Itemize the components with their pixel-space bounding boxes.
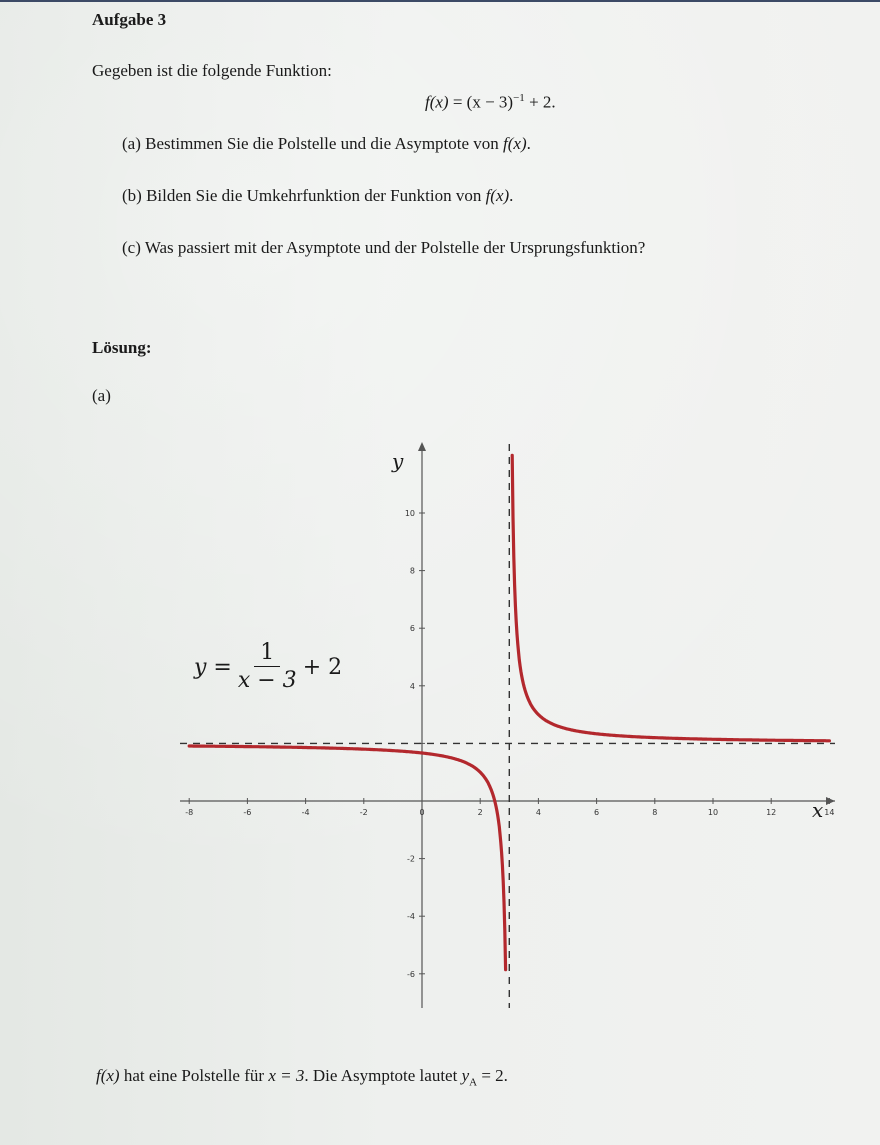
y-tick-label: -4 xyxy=(407,912,415,922)
y-tick-label: 10 xyxy=(404,509,415,518)
formula-rhs: + 2. xyxy=(524,92,556,112)
question-label: (b) xyxy=(122,186,142,205)
x-axis-arrow xyxy=(826,797,835,805)
asymptote-group xyxy=(180,444,835,1008)
equation-rhs: + 2 xyxy=(302,655,343,680)
solution-heading: Lösung: xyxy=(92,338,152,357)
x-tick-label: -6 xyxy=(243,808,252,817)
result-asymptote-sub: A xyxy=(469,1076,478,1089)
formula-lhs: f(x) xyxy=(425,92,449,112)
result-fx: f(x) xyxy=(96,1066,120,1085)
axes-group xyxy=(180,442,835,1008)
x-tick-label: -8 xyxy=(185,808,194,817)
question-ref: f(x) xyxy=(503,134,527,153)
formula-exponent: −1 xyxy=(513,92,525,104)
y-axis-arrow xyxy=(418,442,426,451)
question-end: . xyxy=(509,186,514,205)
equation-fraction xyxy=(238,640,297,695)
result-text-1: hat eine Polstelle für xyxy=(119,1066,269,1085)
question-b xyxy=(122,186,513,206)
top-border xyxy=(0,0,880,2)
y-axis-label: y xyxy=(392,449,404,473)
question-text: Was passiert mit der Asymptote und der Polstelle der Ursprungsfunktion? xyxy=(144,238,646,257)
y-tick-label: 8 xyxy=(409,566,415,576)
x-tick-label: -2 xyxy=(359,808,368,817)
x-tick-label: 6 xyxy=(594,808,600,817)
question-text: Bestimmen Sie die Polstelle und die Asymptote von xyxy=(145,134,499,153)
task-intro: Gegeben ist die folgende Funktion: xyxy=(92,61,332,80)
x-tick-label: 12 xyxy=(766,808,777,817)
x-tick-label: -4 xyxy=(301,808,310,817)
function-formula xyxy=(425,92,556,113)
result-asymptote-value: = 2. xyxy=(477,1066,508,1085)
question-end: . xyxy=(526,134,531,153)
y-tick-label: 4 xyxy=(409,681,415,691)
question-text: Bilden Sie die Umkehrfunktion der Funktion von xyxy=(146,186,482,205)
x-tick-label: 4 xyxy=(535,808,541,817)
y-tick-label: 6 xyxy=(409,624,415,634)
solution-part-label: (a) xyxy=(92,386,111,405)
x-tick-label: 10 xyxy=(707,808,719,817)
question-label: (c) xyxy=(122,238,141,257)
question-ref: f(x) xyxy=(485,186,510,205)
x-tick-label: 8 xyxy=(652,808,658,817)
x-tick-label: 2 xyxy=(477,808,483,817)
equation-denominator: x − 3 xyxy=(237,668,297,693)
x-tick-label: 0 xyxy=(419,808,425,817)
function-chart xyxy=(0,430,880,1030)
equation-lhs: y = xyxy=(194,655,232,680)
result-text-2: . Die Asymptote lautet xyxy=(304,1066,462,1085)
chart-svg xyxy=(0,430,880,1030)
solution-result xyxy=(96,1066,508,1088)
question-c xyxy=(122,238,645,258)
equation-numerator: 1 xyxy=(254,640,280,667)
y-tick-label: -2 xyxy=(407,854,415,864)
y-tick-label: -6 xyxy=(407,969,415,979)
task-heading: Aufgabe 3 xyxy=(92,10,167,29)
curve-right-branch xyxy=(512,455,829,740)
question-a xyxy=(122,134,531,154)
curve-left-branch xyxy=(189,746,505,970)
x-axis-label: x xyxy=(812,798,824,822)
formula-mid: = (x − 3) xyxy=(448,92,514,112)
question-label: (a) xyxy=(122,134,141,153)
result-pole: x = 3 xyxy=(268,1066,305,1085)
x-tick-label: 14 xyxy=(824,808,835,817)
curve-equation-label xyxy=(194,640,342,695)
result-asymptote-var: y xyxy=(461,1066,470,1085)
